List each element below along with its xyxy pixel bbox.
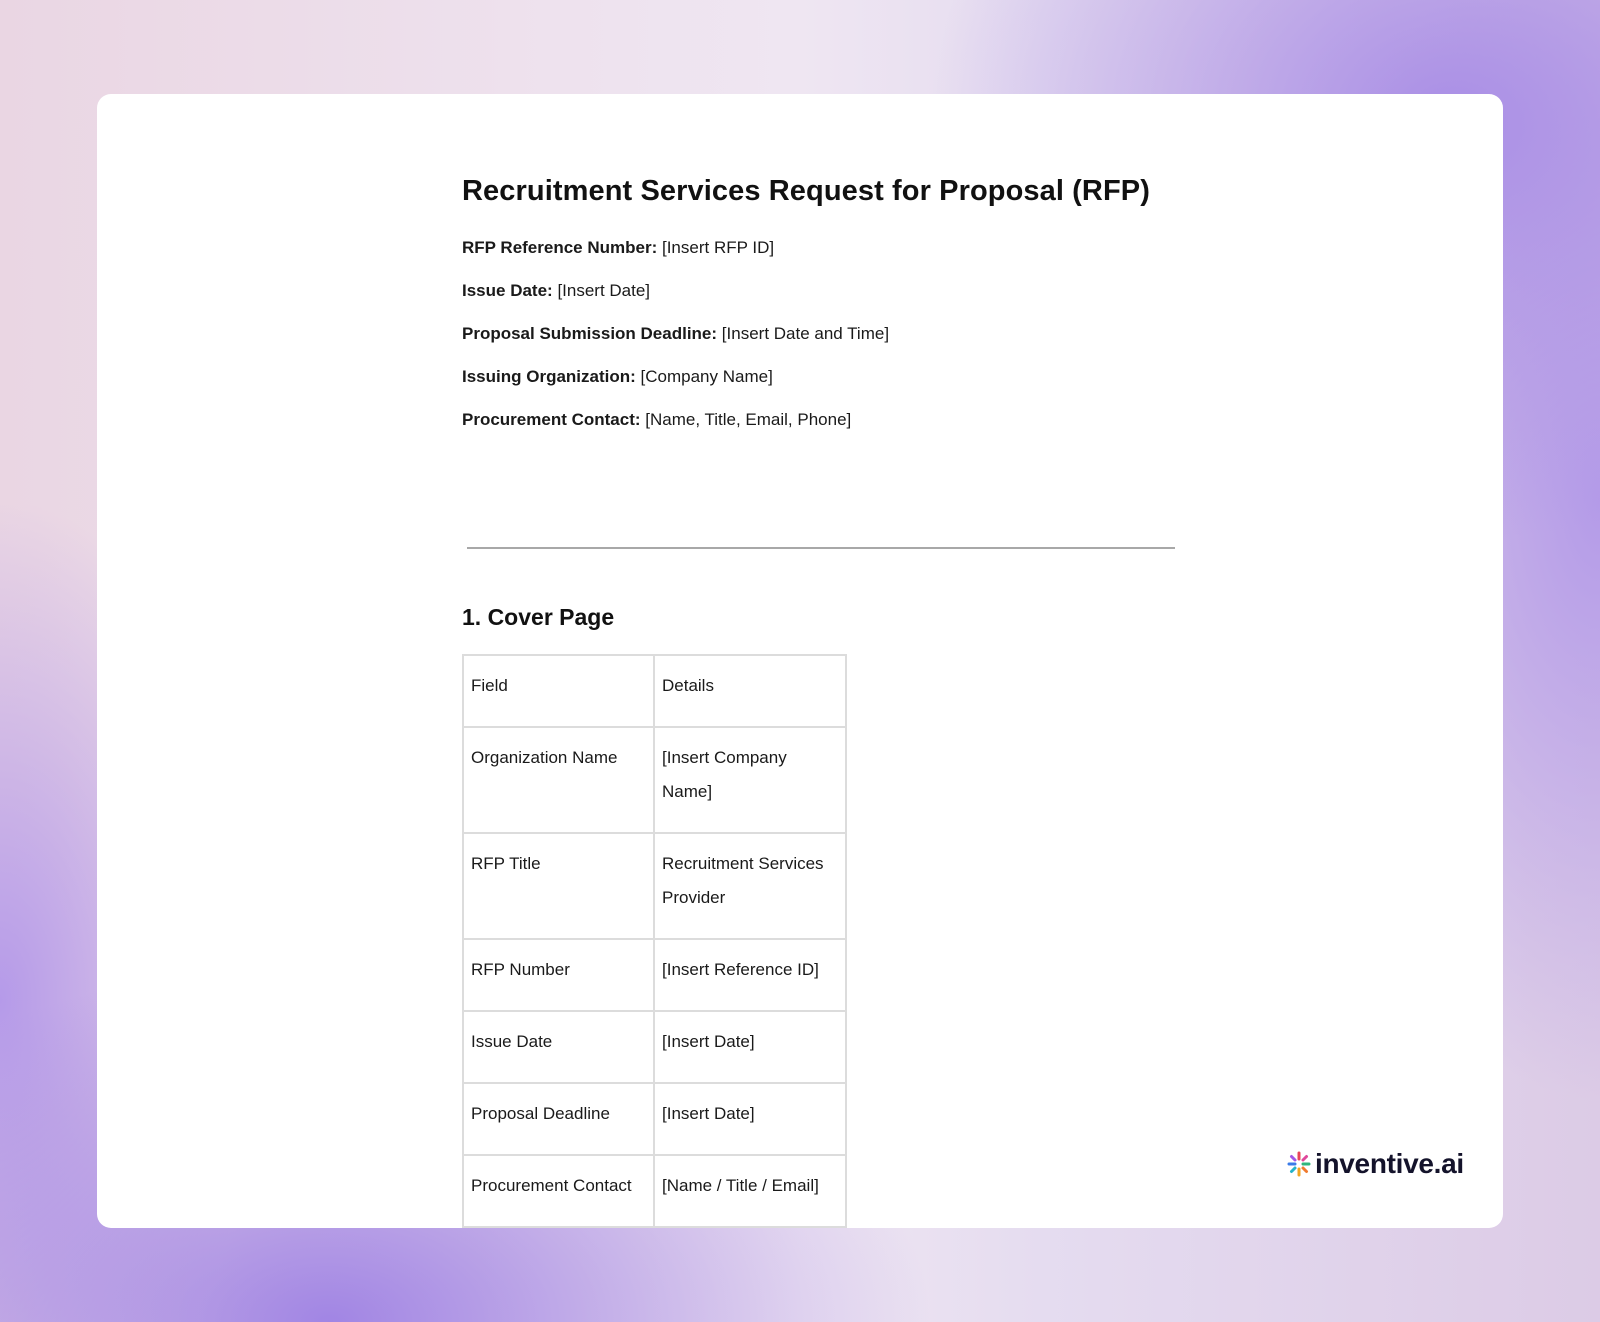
meta-label: RFP Reference Number: xyxy=(462,237,658,257)
table-cell-details: [Insert Date] xyxy=(654,1011,846,1083)
table-cell-field: Procurement Contact xyxy=(463,1155,654,1227)
table-cell-field: Organization Name xyxy=(463,727,654,833)
sparkle-burst-icon xyxy=(1287,1151,1311,1177)
horizontal-divider xyxy=(467,547,1175,549)
table-cell-details: [Insert Date] xyxy=(654,1083,846,1155)
table-cell-field: Issue Date xyxy=(463,1011,654,1083)
meta-submission-deadline xyxy=(462,323,1182,345)
table-cell-field: RFP Title xyxy=(463,833,654,939)
meta-value: [Insert RFP ID] xyxy=(661,237,775,257)
table-cell-field: Proposal Deadline xyxy=(463,1083,654,1155)
table-row xyxy=(463,1155,846,1227)
table-row xyxy=(463,1011,846,1083)
meta-label: Issue Date: xyxy=(462,280,553,300)
meta-issuing-organization xyxy=(462,366,1182,388)
meta-procurement-contact xyxy=(462,409,1182,431)
meta-label: Issuing Organization: xyxy=(462,366,636,386)
meta-value: [Insert Date] xyxy=(557,280,651,300)
section-heading: 1. Cover Page xyxy=(462,604,615,630)
meta-label: Proposal Submission Deadline: xyxy=(462,323,718,343)
table-header-cell: Details xyxy=(654,655,846,727)
table-cell-details: [Insert Reference ID] xyxy=(654,939,846,1011)
meta-value: [Insert Date and Time] xyxy=(721,323,890,343)
table-cell-field: RFP Number xyxy=(463,939,654,1011)
table-row xyxy=(463,833,846,939)
document-title: Recruitment Services Request for Proposal (RFP) xyxy=(462,175,1150,207)
meta-label: Procurement Contact: xyxy=(462,409,641,429)
document-card xyxy=(97,94,1503,1228)
meta-value: [Company Name] xyxy=(640,366,773,386)
table-cell-details: [Name / Title / Email] xyxy=(654,1155,846,1227)
table-cell-details: Recruitment Services Provider xyxy=(654,833,846,939)
meta-issue-date xyxy=(462,280,1182,302)
table-row xyxy=(463,939,846,1011)
meta-value: [Name, Title, Email, Phone] xyxy=(645,409,852,429)
table-row xyxy=(463,1083,846,1155)
brand-logo xyxy=(1287,1148,1464,1180)
cover-page-table xyxy=(462,654,847,1228)
table-header-row xyxy=(463,655,846,727)
table-cell-details: [Insert Company Name] xyxy=(654,727,846,833)
document-body xyxy=(462,174,1182,1195)
table-header-cell: Field xyxy=(463,655,654,727)
table-row xyxy=(463,727,846,833)
meta-rfp-reference xyxy=(462,237,1182,259)
logo-wordmark: inventive.ai xyxy=(1315,1148,1464,1179)
